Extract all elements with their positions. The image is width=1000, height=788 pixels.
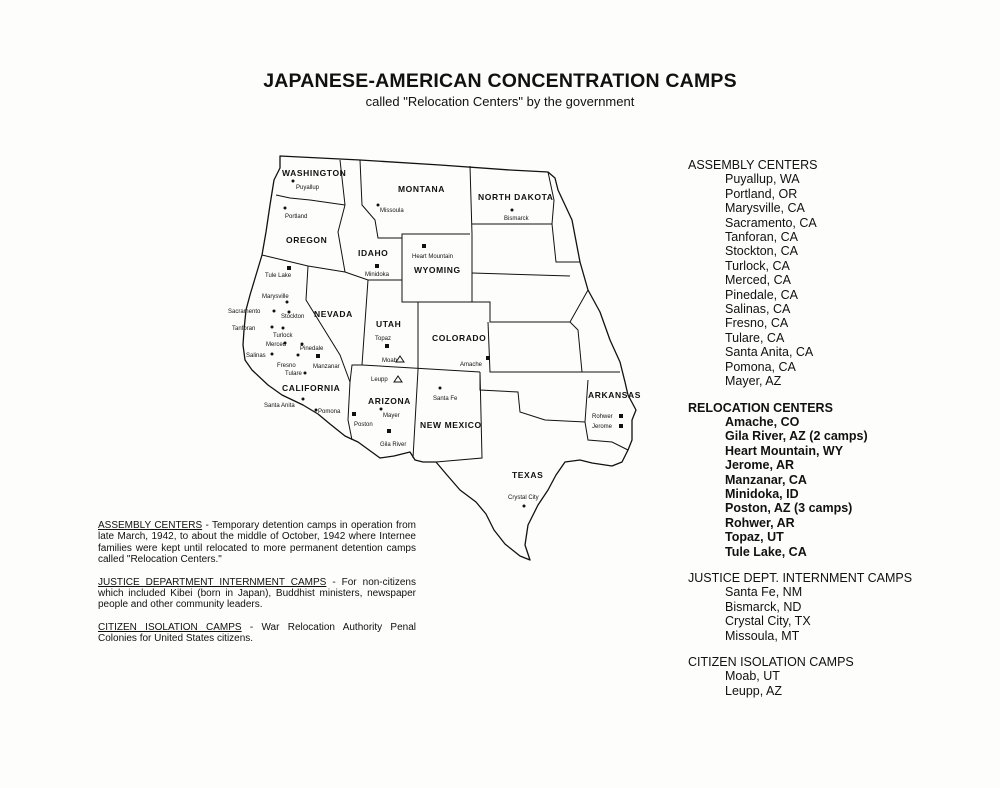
relocation-centers-heading: RELOCATION CENTERS [688, 400, 833, 415]
ut-co-border [402, 280, 418, 370]
label-gila-river: Gila River [380, 442, 407, 448]
note-justice [98, 577, 416, 611]
list-item: Gila River, AZ (2 camps) [725, 429, 868, 444]
list-item: Missoula, MT [725, 628, 800, 643]
label-manzanar: Manzanar [313, 364, 340, 370]
label-tule-lake: Tule Lake [265, 273, 292, 279]
list-item: Pinedale, CA [725, 287, 798, 302]
relocation-centers-list [688, 415, 912, 559]
state-label-new-mexico: NEW MEXICO [420, 420, 482, 430]
id-mt-border [360, 160, 402, 238]
mt-nd-border [470, 166, 472, 234]
label-missoula: Missoula [380, 208, 404, 214]
marker-tule-lake [287, 266, 291, 270]
state-label-idaho: IDAHO [358, 248, 389, 258]
label-heart-mountain: Heart Mountain [412, 254, 454, 260]
list-item: Sacramento, CA [725, 215, 817, 230]
marker-jerome [619, 424, 623, 428]
sd-ne-border [472, 273, 570, 276]
marker-heart-mountain [422, 244, 426, 248]
az-nm-border [413, 370, 418, 458]
list-item: Poston, AZ (3 camps) [725, 501, 853, 516]
marker-crystal-city [523, 505, 526, 508]
label-sacramento: Sacramento [228, 309, 261, 315]
list-item: Tule Lake, CA [725, 544, 807, 559]
note-assembly-text: - Temporary detention camps in operation from late March, 1942, to about the middle of October, 1942 where Internee families were kept until relocated to more permanent detention camps called "Relocation Centers." [98, 520, 416, 566]
marker-minidoka [375, 264, 379, 268]
marker-portland [284, 207, 287, 210]
state-label-texas: TEXAS [512, 470, 544, 480]
isolation-camps-heading: CITIZEN ISOLATION CAMPS [688, 655, 854, 669]
list-item: Marysville, CA [725, 201, 805, 216]
wa-id-border [340, 160, 345, 205]
list-item: Salinas, CA [725, 302, 791, 317]
list-item: Merced, CA [725, 273, 791, 288]
or-ca-nv-border [262, 255, 345, 272]
label-merced: Merced [266, 342, 287, 348]
label-rohwer: Rohwer [592, 414, 613, 420]
note-assembly [98, 520, 416, 566]
label-santa-fe: Santa Fe [433, 396, 458, 402]
label-portland: Portland [285, 214, 308, 220]
state-label-arkansas: ARKANSAS [588, 390, 641, 400]
list-item: Rohwer, AR [725, 515, 795, 530]
label-salinas: Salinas [246, 353, 266, 359]
marker-mayer [380, 408, 383, 411]
label-minidoka: Minidoka [365, 272, 390, 278]
label-topaz: Topaz [375, 336, 392, 342]
list-item: Fresno, CA [725, 316, 789, 331]
marker-santa-anita [302, 398, 305, 401]
note-isolation [98, 622, 416, 645]
marker-gila-river [387, 429, 391, 433]
state-label-arizona: ARIZONA [368, 396, 411, 406]
list-item: Manzanar, CA [725, 472, 807, 487]
list-item: Moab, UT [725, 669, 780, 684]
label-tanforan: Tanforan [232, 326, 256, 332]
marker-amache [486, 356, 490, 360]
label-amache: Amache [460, 362, 483, 368]
list-item: Santa Anita, CA [725, 345, 814, 360]
label-crystal-city: Crystal City [508, 495, 539, 501]
marker-sacramento [273, 310, 276, 313]
assembly-centers-list [688, 172, 912, 388]
state-label-montana: MONTANA [398, 184, 446, 194]
marker-manzanar [316, 354, 320, 358]
label-mayer: Mayer [383, 413, 400, 419]
page-title: JAPANESE-AMERICAN CONCENTRATION CAMPS [263, 70, 737, 92]
label-marysville: Marysville [262, 294, 289, 300]
marker-moab [396, 356, 404, 362]
note-justice-text: - For non-citizens which included Kibei (born in Japan), Buddhist ministers, newspaper people and other community leaders. [98, 576, 416, 611]
marker-santa-fe [439, 387, 442, 390]
marker-topaz [385, 344, 389, 348]
label-fresno: Fresno [277, 363, 296, 369]
ok-tx-border [480, 372, 588, 422]
list-item: Portland, OR [725, 186, 798, 201]
label-pomona: Pomona [318, 409, 341, 415]
list-item: Pomona, CA [725, 359, 796, 374]
list-item: Crystal City, TX [725, 614, 811, 629]
label-poston: Poston [354, 422, 373, 428]
list-item: Turlock, CA [725, 258, 790, 273]
marker-leupp [394, 376, 402, 382]
list-item: Santa Fe, NM [725, 585, 803, 600]
nv-ut-border [350, 280, 368, 382]
justice-camps-heading: JUSTICE DEPT. INTERNMENT CAMPS [688, 570, 913, 585]
ne-ks-border [472, 290, 588, 322]
camp-lists [688, 158, 912, 710]
state-label-washington: WASHINGTON [282, 168, 347, 178]
state-label-colorado: COLORADO [432, 333, 487, 343]
list-item: Tulare, CA [725, 330, 785, 345]
note-assembly-term: ASSEMBLY CENTERS [98, 520, 203, 531]
list-item: Tanforan, CA [725, 230, 798, 245]
mn-border [548, 172, 580, 262]
list-item: Topaz, UT [725, 530, 784, 545]
marker-fresno [297, 354, 300, 357]
marker-puyallup [292, 180, 295, 183]
label-tulare: Tulare [285, 371, 302, 377]
label-turlock: Turlock [273, 333, 293, 339]
isolation-camps-list [688, 669, 912, 698]
justice-camps-list [688, 585, 912, 643]
az-ca-border [348, 382, 352, 440]
marker-tanforan [271, 326, 274, 329]
label-bismarck: Bismarck [504, 216, 529, 222]
marker-missoula [377, 204, 380, 207]
label-jerome: Jerome [592, 424, 613, 430]
state-label-north-dakota: NORTH DAKOTA [478, 192, 554, 202]
list-item: Bismarck, ND [725, 599, 802, 614]
nm-tx-border [436, 372, 482, 462]
marker-rohwer [619, 414, 623, 418]
label-stockton: Stockton [281, 314, 305, 320]
state-label-wyoming: WYOMING [414, 265, 461, 275]
list-item: Puyallup, WA [725, 172, 800, 187]
ks-ok-border [488, 322, 582, 372]
wa-or-border [276, 195, 345, 205]
label-pinedale: Pinedale [300, 346, 324, 352]
marker-turlock [282, 327, 285, 330]
list-item: Heart Mountain, WY [725, 443, 844, 458]
list-item: Minidoka, ID [725, 486, 799, 501]
or-id-border [338, 205, 345, 272]
assembly-centers-heading: ASSEMBLY CENTERS [688, 158, 818, 172]
list-item: Stockton, CA [725, 244, 798, 259]
list-item: Amache, CO [725, 414, 800, 429]
marker-tulare [304, 372, 307, 375]
page-subtitle: called "Relocation Centers" by the government [365, 94, 635, 109]
label-santa-anita: Santa Anita [264, 403, 295, 409]
marker-poston [352, 412, 356, 416]
state-label-nevada: NEVADA [314, 309, 353, 319]
definitions [98, 520, 416, 656]
note-isolation-term: CITIZEN ISOLATION CAMPS [98, 621, 242, 633]
marker-marysville [286, 301, 289, 304]
note-isolation-text: - War Relocation Authority Penal Colonies for United States citizens. [98, 621, 417, 645]
label-moab: Moab [382, 358, 398, 364]
note-justice-term: JUSTICE DEPARTMENT INTERNMENT CAMPS [98, 576, 327, 588]
list-item: Mayer, AZ [725, 374, 782, 389]
mt-south-border [402, 234, 470, 238]
state-label-utah: UTAH [376, 319, 402, 329]
label-leupp: Leupp [371, 377, 388, 383]
list-item: Leupp, AZ [725, 683, 782, 698]
state-label-oregon: OREGON [286, 235, 328, 245]
list-item: Jerome, AR [725, 458, 795, 473]
marker-salinas [271, 353, 274, 356]
state-label-california: CALIFORNIA [282, 383, 341, 393]
label-puyallup: Puyallup [296, 185, 320, 191]
marker-bismarck [511, 209, 514, 212]
